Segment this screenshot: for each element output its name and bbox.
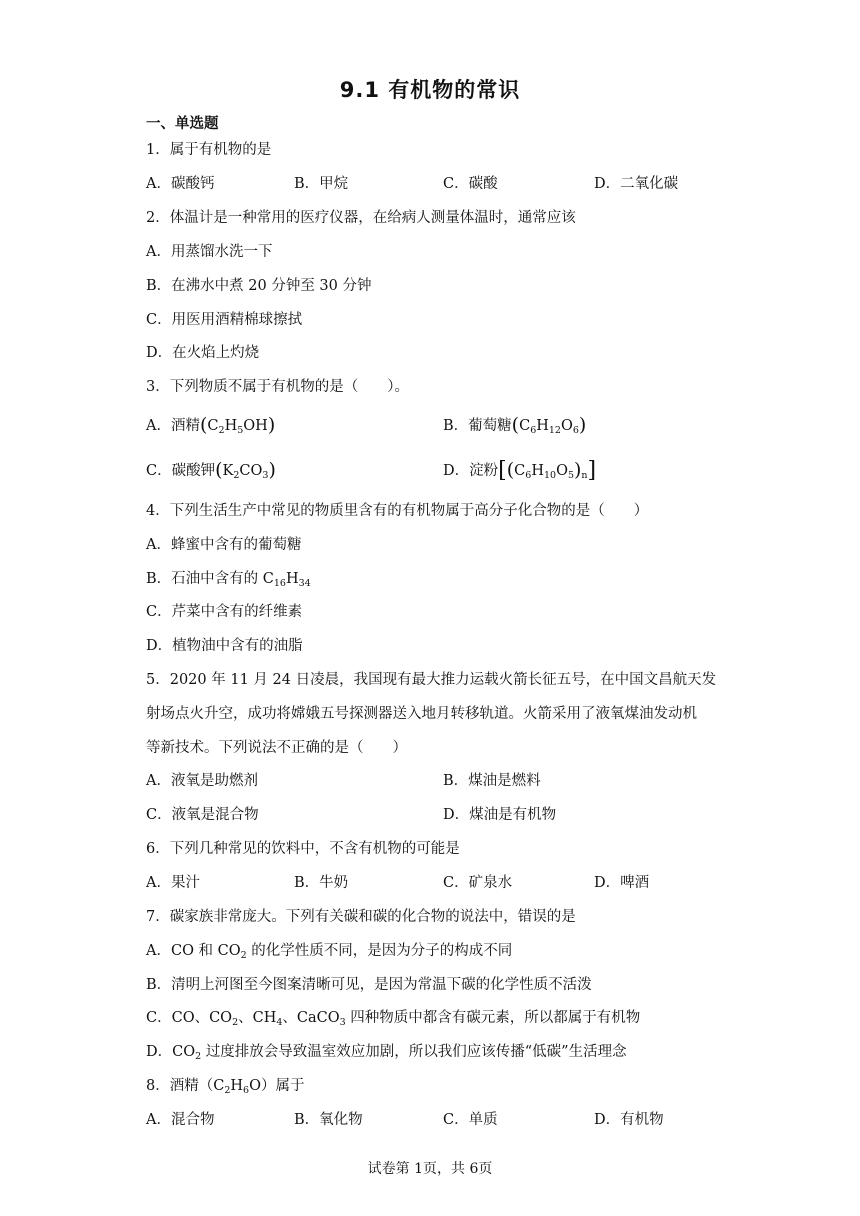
q4-option-a: A．蜂蜜中含有的葡萄糖 xyxy=(146,537,302,553)
q4-option-c: C．芹菜中含有的纤维素 xyxy=(146,604,303,620)
q5-option-d: D．煤油是有机物 xyxy=(443,807,557,823)
q3-option-a: A．酒精$(C_2H_5OH)$ xyxy=(146,414,276,436)
q6-option-b: B．牛奶 xyxy=(294,875,349,891)
q3-option-b: B．葡萄糖$(C_6H_{12}O_6)$ xyxy=(443,414,587,436)
q7-option-b: B．清明上河图至今图案清晰可见，是因为常温下碳的化学性质不活泼 xyxy=(146,977,592,993)
question-5-stem-line-3: 等新技术。下列说法不正确的是（ ） xyxy=(146,740,407,756)
q8-option-b: B．氧化物 xyxy=(294,1112,363,1128)
q8-option-c: C．单质 xyxy=(443,1112,498,1128)
q2-option-d: D．在火焰上灼烧 xyxy=(146,345,260,361)
question-3-stem: 3．下列物质不属于有机物的是（ ）。 xyxy=(146,379,409,395)
question-5-stem-line-2: 射场点火升空，成功将嫦娥五号探测器送入地月转移轨道。火箭采用了液氧煤油发动机 xyxy=(146,706,697,722)
q3-option-d: D．淀粉$[(C_6H_{10}O_5)_n]$ xyxy=(443,458,597,483)
page-footer: 试卷第 1页，共 6页 xyxy=(367,1161,493,1177)
q7-option-a: A．CO 和 $CO_2$ 的化学性质不同，是因为分子的构成不同 xyxy=(146,943,513,961)
q8-option-a: A．混合物 xyxy=(146,1112,215,1128)
q4-option-b: B．石油中含有的 $C_{16}H_{34}$ xyxy=(146,571,311,589)
question-2-stem: 2．体温计是一种常用的医疗仪器，在给病人测量体温时，通常应该 xyxy=(146,210,576,226)
question-4-stem: 4．下列生活生产中常见的物质里含有的有机物属于高分子化合物的是（ ） xyxy=(146,503,649,519)
q7-option-c: C．CO、$CO_2$、$CH_4$、CaCO$_3$ 四种物质中都含有碳元素，所以都属于有机物 xyxy=(146,1010,641,1028)
q1-option-b: B．甲烷 xyxy=(294,176,349,192)
question-5-stem-line-1: 5．2020 年 11 月 24 日凌晨，我国现有最大推力运载火箭长征五号，在中国文昌航天发 xyxy=(146,672,717,688)
q2-option-c: C．用医用酒精棉球擦拭 xyxy=(146,312,303,328)
question-1-stem: 1．属于有机物的是 xyxy=(146,142,272,158)
section-heading: 一、单选题 xyxy=(146,116,219,132)
q2-option-b: B．在沸水中煮 20 分钟至 30 分钟 xyxy=(146,278,372,294)
q5-option-a: A．液氧是助燃剂 xyxy=(146,773,258,789)
q1-option-a: A．碳酸钙 xyxy=(146,176,215,192)
question-8-stem: 8．酒精$(C_2H_6O)$属于 xyxy=(146,1078,305,1096)
q4-option-d: D．植物油中含有的油脂 xyxy=(146,638,303,654)
q7-option-d: D．$CO_2$ 过度排放会导致温室效应加剧，所以我们应该传播“低碳”生活理念 xyxy=(146,1044,627,1062)
q5-option-b: B．煤油是燃料 xyxy=(443,773,541,789)
q6-option-a: A．果汁 xyxy=(146,875,200,891)
q6-option-d: D．啤酒 xyxy=(594,875,650,891)
question-6-stem: 6．下列几种常见的饮料中，不含有机物的可能是 xyxy=(146,841,460,857)
q3-option-c: C．碳酸钾$(K_2CO_3)$ xyxy=(146,459,276,481)
q8-option-d: D．有机物 xyxy=(594,1112,664,1128)
q6-option-c: C．矿泉水 xyxy=(443,875,513,891)
q1-option-c: C．碳酸 xyxy=(443,176,498,192)
question-7-stem: 7．碳家族非常庞大。下列有关碳和碳的化合物的说法中，错误的是 xyxy=(146,909,576,925)
q2-option-a: A．用蒸馏水洗一下 xyxy=(146,244,273,260)
q5-option-c: C．液氧是混合物 xyxy=(146,807,259,823)
page-title: 9.1 有机物的常识 xyxy=(339,78,521,102)
q1-option-d: D．二氧化碳 xyxy=(594,176,679,192)
